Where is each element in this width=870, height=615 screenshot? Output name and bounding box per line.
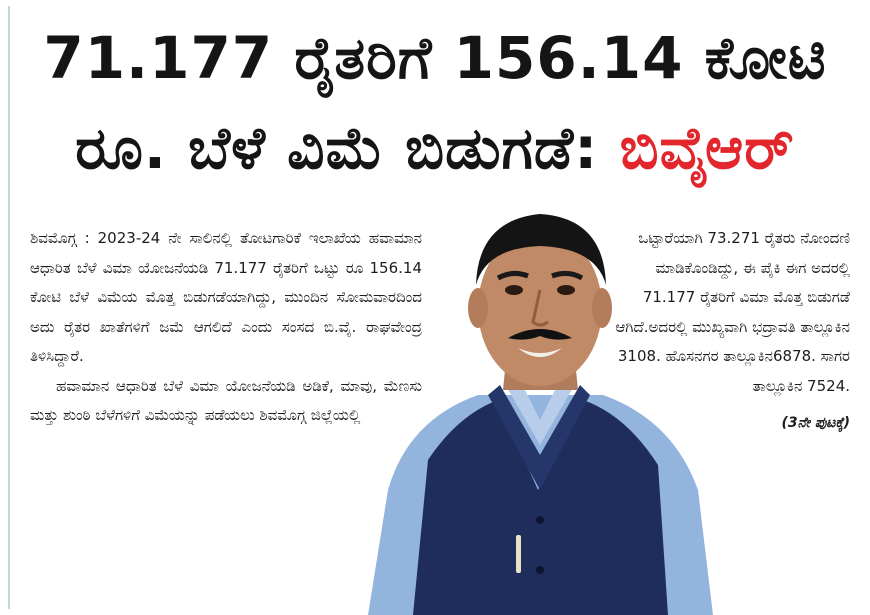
article-left-column [30, 224, 422, 431]
headline-accent-text: ಬಿವೈಆರ್ [619, 114, 795, 182]
headline-main-text: ರೂ. ಬೆಳೆ ವಿಮೆ ಬಿಡುಗಡೆ: [75, 114, 599, 182]
article-paragraph: ಹವಾಮಾನ ಆಧಾರಿತ ಬೆಳೆ ವಿಮಾ ಯೋಜನೆಯಡಿ ಅಡಿಕೆ, ಮಾವು, ಮೆಣಸು ಮತ್ತು ಶುಂಠಿ ಬೆಳೆಗಳಿಗೆ ವಿಮೆಯನ್ನು ಪಡೆಯಲು ಶಿವಮೊಗ್ಗ ಜಿಲ್ಲೆಯಲ್ಲಿ [30, 376, 422, 424]
portrait-photo [368, 190, 713, 615]
headline-line-2 [0, 108, 870, 188]
headline-line-1: 71.177 ರೈತರಿಗೆ 156.14 ಕೋಟಿ [43, 24, 827, 92]
article-paragraph: ಒಟ್ಟಾರೆಯಾಗಿ 73.271 ರೈತರು ನೋಂದಣಿ ಮಾಡಿಕೊಂಡಿದ್ದು, ಈ ಪೈಕಿ ಈಗ ಅದರಲ್ಲಿ 71.177 ರೈತರಿಗೆ ವಿಮಾ ಮೊತ್ತ ಬಿಡುಗಡೆ ಆಗಿದೆ.ಅದರಲ್ಲಿ ಮುಖ್ಯವಾಗಿ ಭದ್ರಾವತಿ ತಾಲ್ಲೂಕಿನ 3108. ಹೊಸನಗರ ತಾಲ್ಲೂಕಿನ6878. ಸಾಗರ ತಾಲ್ಲೂಕಿನ 7524. [615, 229, 850, 395]
article-paragraph: ಶಿವಮೊಗ್ಗ : 2023-24 ನೇ ಸಾಲಿನಲ್ಲಿ ತೋಟಗಾರಿಕೆ ಇಲಾಖೆಯ ಹವಾಮಾನ ಆಧಾರಿತ ಬೆಳೆ ವಿಮಾ ಯೋಜನೆಯಡಿ 71.177 ರೈತರಿಗೆ ಒಟ್ಟು ರೂ 156.14 ಕೋಟಿ ಬೆಳೆ ವಿಮೆಯ ಮೊತ್ತ ಬಿಡುಗಡೆಯಾಗಿದ್ದು, ಮುಂದಿನ ಸೋಮವಾರದಿಂದ ಅದು ರೈತರ ಖಾತೆಗಳಿಗೆ ಜಮೆ ಆಗಲಿದೆ ಎಂದು ಸಂಸದ ಬಿ.ವೈ. ರಾಘವೇಂದ್ರ ತಿಳಿಸಿದ್ದಾರೆ. [30, 229, 422, 365]
continued-note: (3ನೇ ಪುಟಕ್ಕೆ) [781, 415, 850, 431]
